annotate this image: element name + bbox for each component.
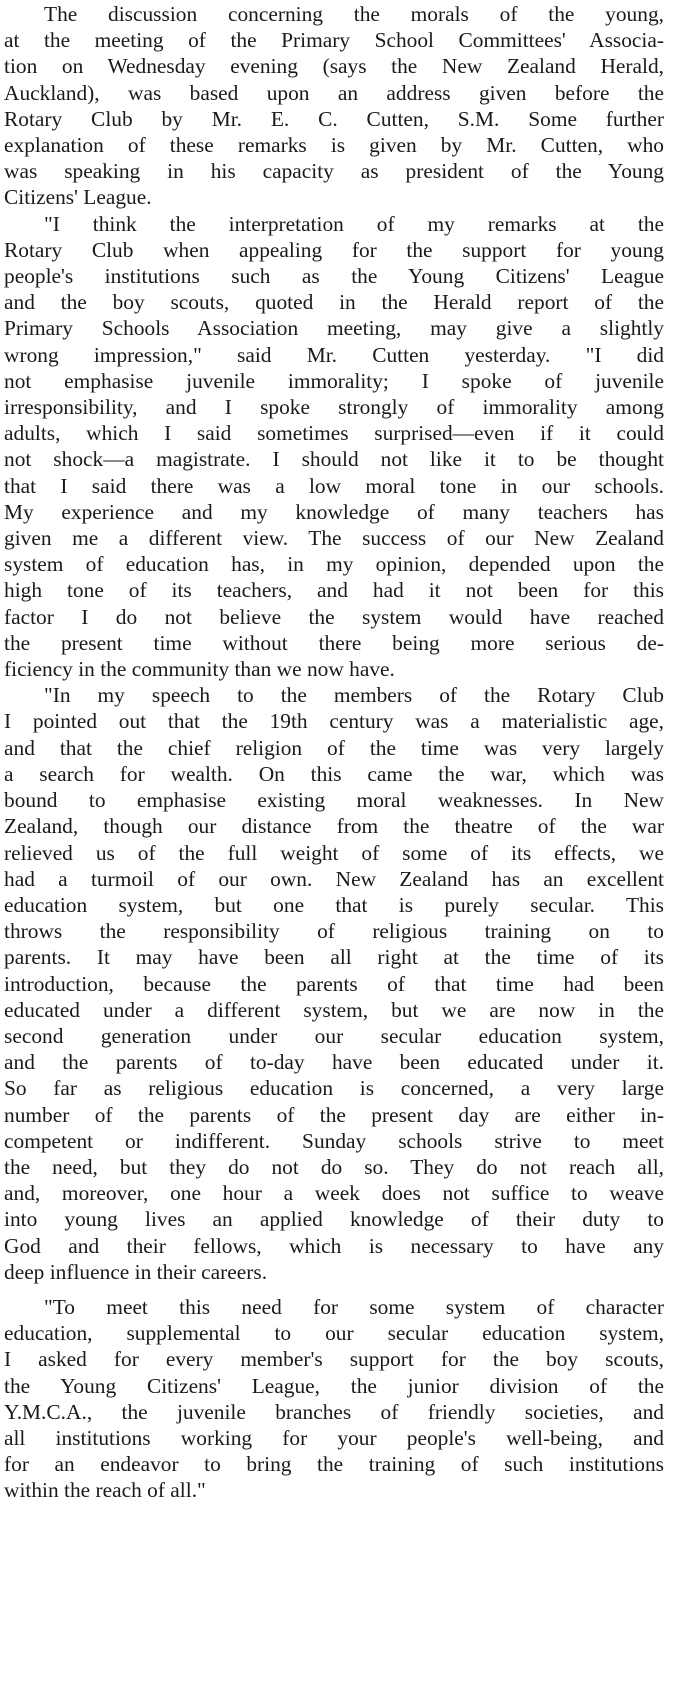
text-line: educated under a different system, but we are now in the	[4, 997, 664, 1022]
text-line: relieved us of the full weight of some of its effects, we	[4, 840, 664, 865]
text-line: "To meet this need for some system of character	[44, 1294, 664, 1319]
text-line: Rotary Club when appealing for the support for young	[4, 237, 664, 262]
text-line: Primary Schools Association meeting, may give a slightly	[4, 316, 664, 341]
text-line: throws the responsibility of religious training on to	[4, 919, 664, 944]
text-line: given me a different view. The success of our New Zealand	[4, 526, 664, 551]
text-line: Citizens' League.	[4, 185, 152, 210]
text-line: system of education has, in my opinion, depended upon the	[4, 552, 664, 577]
text-line: deep influence in their careers.	[4, 1259, 268, 1284]
text-line: second generation under our secular education system,	[4, 1023, 664, 1048]
text-line: a search for wealth. On this came the war, which was	[4, 761, 664, 786]
article-column	[4, 0, 664, 1504]
text-line: Rotary Club by Mr. E. C. Cutten, S.M. Some further	[4, 106, 664, 131]
text-line: at the meeting of the Primary School Committees' Associa-	[4, 28, 664, 53]
paragraph-3	[4, 682, 664, 1285]
text-line: parents. It may have been all right at the time of its	[4, 945, 664, 970]
paragraph-4	[4, 1294, 664, 1504]
text-line: the present time without there being more serious de-	[4, 630, 664, 655]
text-line: irresponsibility, and I spoke strongly of immorality among	[4, 395, 664, 420]
text-line: had a turmoil of our own. New Zealand has an excellent	[4, 866, 664, 891]
text-line: "In my speech to the members of the Rotary Club	[44, 683, 664, 708]
text-line: bound to emphasise existing moral weaknesses. In New	[4, 788, 664, 813]
text-line: Y.M.C.A., the juvenile branches of friendly societies, and	[4, 1399, 664, 1424]
text-line: "I think the interpretation of my remarks at the	[44, 211, 664, 236]
text-line: was speaking in his capacity as president of the Young	[4, 159, 664, 184]
text-line: not shock—a magistrate. I should not like it to be thought	[4, 447, 664, 472]
text-line: and the boy scouts, quoted in the Herald report of the	[4, 290, 664, 315]
paragraph-spacer	[4, 1285, 664, 1294]
text-line: for an endeavor to bring the training of such institutions	[4, 1452, 664, 1477]
text-line: the Young Citizens' League, the junior division of the	[4, 1373, 664, 1398]
text-line: introduction, because the parents of that time had been	[4, 971, 664, 996]
text-line: number of the parents of the present day are either in-	[4, 1102, 664, 1127]
text-line: that I said there was a low moral tone in our schools.	[4, 473, 664, 498]
text-line: within the reach of all."	[4, 1478, 206, 1503]
text-line: wrong impression," said Mr. Cutten yesterday. "I did	[4, 342, 664, 367]
text-line: factor I do not believe the system would have reached	[4, 604, 664, 629]
text-line: Zealand, though our distance from the theatre of the war	[4, 814, 664, 839]
text-line: education, supplemental to our secular education system,	[4, 1321, 664, 1346]
text-line: competent or indifferent. Sunday schools strive to meet	[4, 1128, 664, 1153]
paragraph-2	[4, 211, 664, 683]
text-line: people's institutions such as the Young Citizens' League	[4, 264, 664, 289]
text-line: tion on Wednesday evening (says the New Zealand Herald,	[4, 54, 664, 79]
text-line: Auckland), was based upon an address given before the	[4, 80, 664, 105]
text-line: and the parents of to-day have been educated under it.	[4, 1050, 664, 1075]
text-line: all institutions working for your people's well-being, and	[4, 1425, 664, 1450]
text-line: high tone of its teachers, and had it not been for this	[4, 578, 664, 603]
text-line: God and their fellows, which is necessary to have any	[4, 1233, 664, 1258]
text-line: My experience and my knowledge of many teachers has	[4, 499, 664, 524]
text-line: The discussion concerning the morals of the young,	[44, 2, 664, 26]
text-line: the need, but they do not do so. They do not reach all,	[4, 1154, 664, 1179]
text-line: not emphasise juvenile immorality; I spoke of juvenile	[4, 368, 664, 393]
text-line: ficiency in the community than we now have.	[4, 657, 395, 682]
text-line: adults, which I said sometimes surprised—even if it could	[4, 421, 664, 446]
text-line: So far as religious education is concerned, a very large	[4, 1076, 664, 1101]
text-line: explanation of these remarks is given by Mr. Cutten, who	[4, 133, 664, 158]
paragraph-1	[4, 1, 664, 211]
text-line: I asked for every member's support for the boy scouts,	[4, 1347, 664, 1372]
text-line: and, moreover, one hour a week does not suffice to weave	[4, 1181, 664, 1206]
text-line: into young lives an applied knowledge of their duty to	[4, 1207, 664, 1232]
text-line: education system, but one that is purely secular. This	[4, 892, 664, 917]
text-line: and that the chief religion of the time was very largely	[4, 735, 664, 760]
text-line: I pointed out that the 19th century was a materialistic age,	[4, 709, 664, 734]
